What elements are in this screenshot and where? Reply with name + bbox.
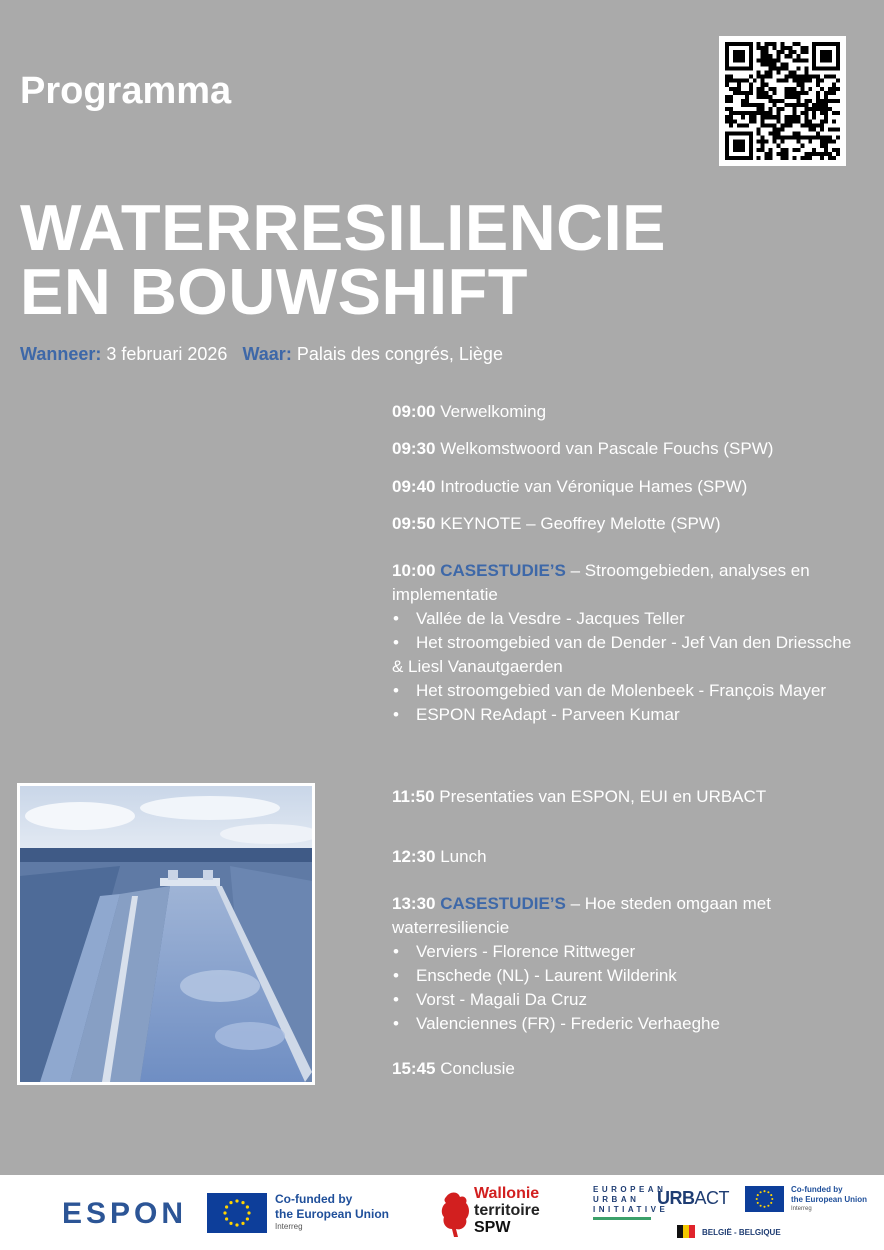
schedule-text: – Stroomgebieden, analyses en implementatie bbox=[392, 561, 810, 604]
schedule-text: – Hoe steden omgaan met waterresiliencie bbox=[392, 894, 771, 937]
eu-flag-icon bbox=[207, 1193, 267, 1233]
belgium-flag-icon bbox=[677, 1225, 695, 1238]
territoire-text: territoire bbox=[474, 1202, 540, 1219]
page-title bbox=[20, 191, 667, 328]
schedule-item bbox=[392, 892, 862, 1036]
where-value: Palais des congrés, Liège bbox=[296, 344, 503, 364]
cofunded2-line-1: Co-funded by bbox=[791, 1185, 843, 1194]
wallonie-territoire-logo bbox=[440, 1185, 550, 1245]
urbact-bold: URB bbox=[657, 1188, 695, 1208]
sub-item: • Vallée de la Vesdre - Jacques Teller bbox=[392, 607, 862, 631]
schedule-time: 11:50 bbox=[392, 787, 435, 806]
sub-item: • Het stroomgebied van de Molenbeek - François Mayer bbox=[392, 679, 862, 703]
schedule-time: 10:00 bbox=[392, 561, 436, 580]
schedule-text: Welkomstwoord van Pascale Fouchs (SPW) bbox=[440, 439, 774, 458]
sub-item: • Het stroomgebied van de Dender - Jef Van den Driessche & Liesl Vanautgaerden bbox=[392, 631, 862, 679]
cofunded2-line-2: the European Union bbox=[791, 1195, 867, 1204]
sub-item: • Enschede (NL) - Laurent Wilderink bbox=[392, 964, 862, 988]
partner-logos-footer bbox=[0, 1175, 884, 1250]
schedule-text: KEYNOTE – Geoffrey Melotte (SPW) bbox=[440, 514, 721, 533]
cofunded-line-2: the European Union bbox=[275, 1207, 389, 1221]
schedule-item bbox=[392, 785, 862, 809]
canal-photo bbox=[17, 783, 315, 1085]
schedule-time: 12:30 bbox=[392, 847, 436, 866]
schedule-text: Conclusie bbox=[440, 1059, 515, 1078]
event-info bbox=[20, 344, 503, 365]
when-value: 3 februari 2026 bbox=[106, 344, 228, 364]
title-line-2: EN BOUWSHIFT bbox=[20, 255, 528, 328]
wallonie-text: Wallonie bbox=[474, 1185, 540, 1202]
cofunded-eu-label bbox=[275, 1192, 389, 1232]
schedule-time: 09:50 bbox=[392, 514, 436, 533]
schedule-text: Introductie van Véronique Hames (SPW) bbox=[440, 477, 748, 496]
eui-line-2: URBAN bbox=[593, 1195, 640, 1204]
interreg-label: Interreg bbox=[275, 1222, 303, 1231]
belgium-label: BELGIË - BELGIQUE bbox=[702, 1228, 781, 1237]
schedule-time: 09:40 bbox=[392, 477, 436, 496]
title-line-1: WATERRESILIENCIE bbox=[20, 191, 667, 264]
where-label: Waar: bbox=[242, 344, 292, 364]
casestudies-label: CASESTUDIE’S bbox=[440, 894, 566, 913]
eu-flag-icon bbox=[745, 1186, 784, 1212]
qr-code[interactable] bbox=[719, 36, 846, 166]
cofunded-line-1: Co-funded by bbox=[275, 1192, 353, 1206]
eui-line-1: EUROPEAN bbox=[593, 1185, 667, 1194]
schedule-item bbox=[392, 437, 862, 461]
schedule-text: Verwelkoming bbox=[440, 402, 547, 421]
schedule-item bbox=[392, 845, 862, 869]
eui-line-3: INITIATIVE bbox=[593, 1205, 669, 1214]
urbact-logo bbox=[657, 1188, 729, 1209]
schedule-time: 09:00 bbox=[392, 402, 436, 421]
rooster-icon bbox=[440, 1189, 474, 1239]
cofunded-eu-label-2 bbox=[791, 1185, 867, 1213]
page-label: Programma bbox=[20, 70, 232, 112]
interreg-label-2: Interreg bbox=[791, 1206, 812, 1212]
sub-item: • Verviers - Florence Rittweger bbox=[392, 940, 862, 964]
schedule-text: Presentaties van ESPON, EUI en URBACT bbox=[439, 787, 767, 806]
schedule-item bbox=[392, 512, 862, 536]
schedule-text: Lunch bbox=[440, 847, 487, 866]
sub-item: • Valenciennes (FR) - Frederic Verhaeghe bbox=[392, 1012, 862, 1036]
urbact-light: ACT bbox=[694, 1188, 729, 1208]
sub-item: • ESPON ReAdapt - Parveen Kumar bbox=[392, 703, 862, 727]
sub-item: • Vorst - Magali Da Cruz bbox=[392, 988, 862, 1012]
espon-logo: ESPON bbox=[62, 1197, 188, 1230]
schedule-item bbox=[392, 475, 862, 499]
schedule-item bbox=[392, 400, 862, 424]
schedule-item bbox=[392, 559, 862, 727]
schedule-item bbox=[392, 1057, 862, 1081]
schedule-time: 13:30 bbox=[392, 894, 436, 913]
when-label: Wanneer: bbox=[20, 344, 102, 364]
eui-underline bbox=[593, 1217, 651, 1220]
schedule-time: 15:45 bbox=[392, 1059, 436, 1078]
casestudies-label: CASESTUDIE’S bbox=[440, 561, 566, 580]
spw-text: SPW bbox=[474, 1219, 511, 1236]
schedule-time: 09:30 bbox=[392, 439, 436, 458]
